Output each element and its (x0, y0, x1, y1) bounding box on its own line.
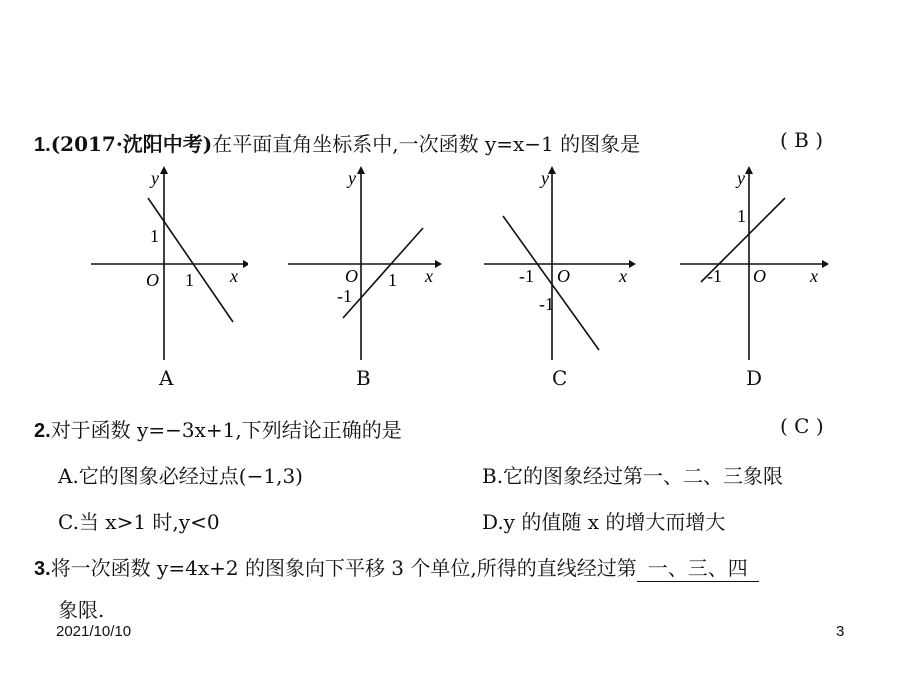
graph-label-b: B (356, 366, 371, 390)
option-c: C.当 x>1 时,y<0 (58, 510, 220, 534)
graph-d (677, 160, 837, 360)
y-axis-label: y (151, 168, 159, 188)
graph-c (481, 160, 641, 360)
x-axis-label: x (425, 266, 433, 286)
tick-label: 1 (185, 270, 194, 290)
x-axis-label: x (230, 266, 238, 286)
question-text: 对于函数 y=−3x+1,下列结论正确的是 (50, 418, 402, 442)
option-d: D.y 的值随 x 的增大而增大 (482, 510, 726, 534)
graph-label-d: D (746, 366, 763, 390)
tick-label: 1 (150, 226, 159, 246)
question-1 (34, 128, 640, 157)
origin-label: O (146, 270, 159, 290)
question-source: (2017·沈阳中考) (50, 132, 213, 156)
option-a: A.它的图象必经过点(−1,3) (58, 464, 303, 488)
graph-label-a: A (159, 366, 174, 390)
x-axis-label: x (810, 266, 818, 286)
origin-label: O (345, 266, 358, 286)
footer-date: 2021/10/10 (56, 623, 132, 640)
question-2 (34, 414, 402, 443)
y-axis-label: y (541, 168, 549, 188)
origin-label: O (753, 266, 766, 286)
tick-label: -1 (337, 286, 352, 306)
function-line (503, 216, 599, 350)
question-3 (34, 552, 759, 582)
question-text: 在平面直角坐标系中,一次函数 y=x−1 的图象是 (212, 132, 641, 156)
y-axis-label: y (737, 168, 745, 188)
tick-label: -1 (539, 294, 554, 314)
question-number: 2. (34, 420, 51, 442)
page-number: 3 (836, 623, 845, 640)
x-axis-label: x (619, 266, 627, 286)
tick-label: 1 (737, 206, 746, 226)
tick-label: -1 (707, 266, 722, 286)
question-3-end: 象限. (58, 598, 105, 622)
option-b: B.它的图象经过第一、二、三象限 (482, 464, 784, 488)
answer-q1: ( B ) (780, 128, 824, 152)
question-text: 将一次函数 y=4x+2 的图象向下平移 3 个单位,所得的直线经过第 (50, 556, 637, 580)
graph-label-c: C (552, 366, 568, 390)
graph-a (88, 160, 248, 360)
answer-q2: ( C ) (780, 414, 824, 438)
graph-b (285, 160, 445, 360)
answer-blank: 一、三、四 (637, 552, 759, 582)
origin-label: O (557, 266, 570, 286)
function-line (148, 198, 233, 322)
question-number: 3. (34, 558, 51, 580)
y-axis-label: y (348, 168, 356, 188)
tick-label: -1 (519, 266, 534, 286)
tick-label: 1 (388, 270, 397, 290)
question-number: 1. (34, 134, 51, 156)
